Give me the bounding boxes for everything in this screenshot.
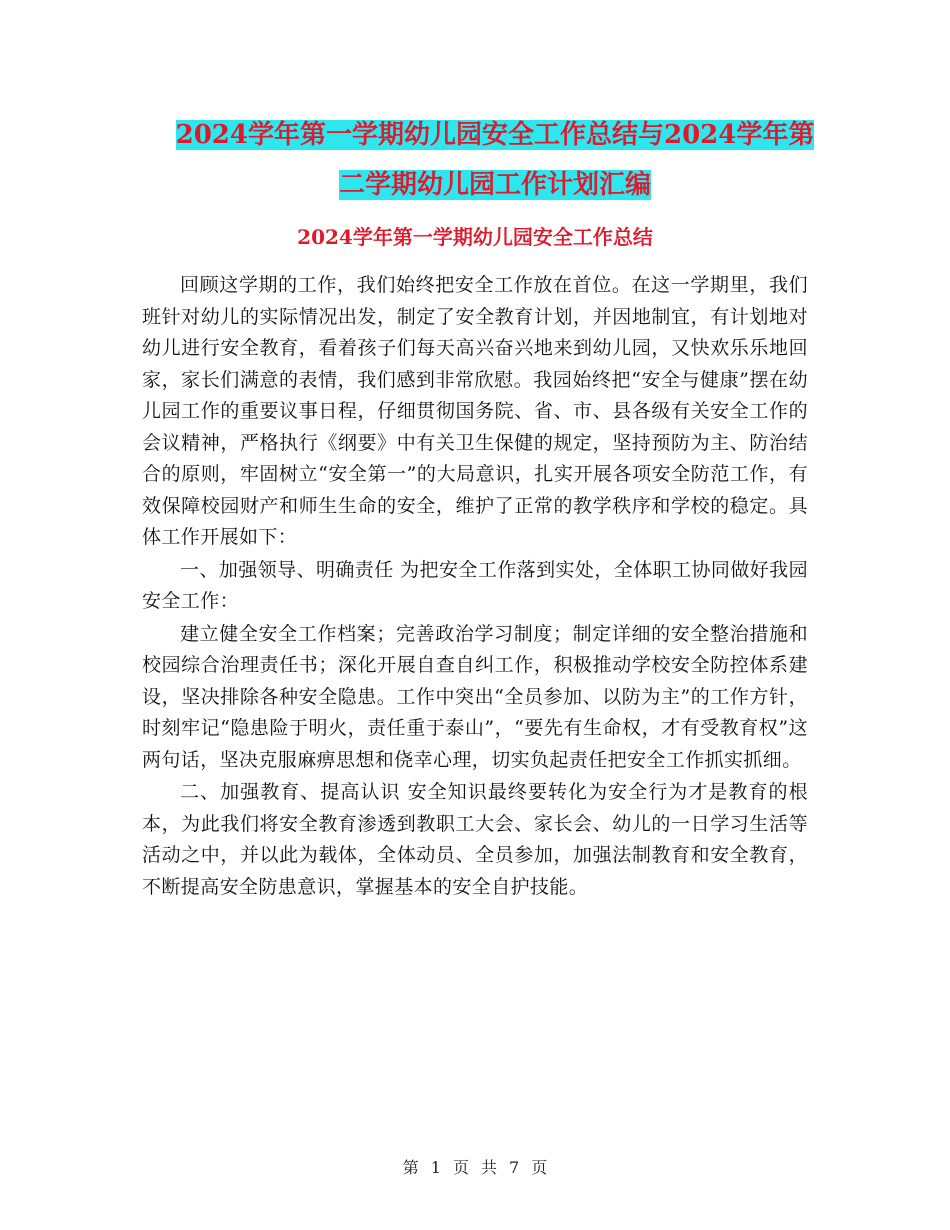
paragraph: 建立健全安全工作档案；完善政治学习制度；制定详细的安全整治措施和校园综合治理责任书；深化开展自查自纠工作，积极推动学校安全防控体系建设，坚决排除各种安全隐患。工作中突出“全员参加、以防为主”的工作方针，时刻牢记“隐患险于明火，责任重于泰山”，“要先有生命权，才有受教育权”这两句话，坚决克服麻痹思想和侥幸心理，切实负起责任把安全工作抓实抓细。 <box>142 622 808 771</box>
paragraph: 二、加强教育、提高认识 安全知识最终要转化为安全行为才是教育的根本，为此我们将安全教育渗透到教职工大会、家长会、幼儿的一日学习生活等活动之中，并以此为载体，全体动员、全员参加，加强法制教育和安全教育，不断提高安全防患意识，掌握基本的安全自护技能。 <box>142 781 808 898</box>
section-title: 2024学年第一学期幼儿园安全工作总结 <box>297 225 653 249</box>
footer-label-gong: 共 <box>481 1158 498 1177</box>
document-title <box>150 110 840 210</box>
title-line-1: 2024学年第一学期幼儿园安全工作总结与2024学年第 <box>175 120 815 150</box>
footer-label-di: 第 <box>402 1158 419 1177</box>
paragraph: 回顾这学期的工作，我们始终把安全工作放在首位。在这一学期里，我们班针对幼儿的实际情况出发，制定了安全教育计划，并因地制宜，有计划地对幼儿进行安全教育，看着孩子们每天高兴奋兴地来到幼儿园，又快欢乐乐地回家，家长们满意的表情，我们感到非常欣慰。我园始终把“安全与健康”摆在幼儿园工作的重要议事日程，仔细贯彻国务院、省、市、县各级有关安全工作的会议精神，严格执行《纲要》中有关卫生保健的规定，坚持预防为主、防治结合的原则，牢固树立“安全第一”的大局意识，扎实开展各项安全防范工作，有效保障校园财产和师生生命的安全，维护了正常的教学秩序和学校的稳定。具体工作开展如下： <box>142 274 808 548</box>
document-body <box>142 270 808 904</box>
paragraph: 一、加强领导、明确责任 为把安全工作落到实处，全体职工协同做好我园安全工作： <box>142 558 808 612</box>
current-page-number: 1 <box>430 1158 441 1177</box>
footer-label-ye2: 页 <box>531 1158 548 1177</box>
total-pages-number: 7 <box>509 1158 520 1177</box>
footer-label-ye: 页 <box>452 1158 469 1177</box>
page-footer <box>0 1155 950 1178</box>
title-line-2: 二学期幼儿园工作计划汇编 <box>338 170 651 200</box>
